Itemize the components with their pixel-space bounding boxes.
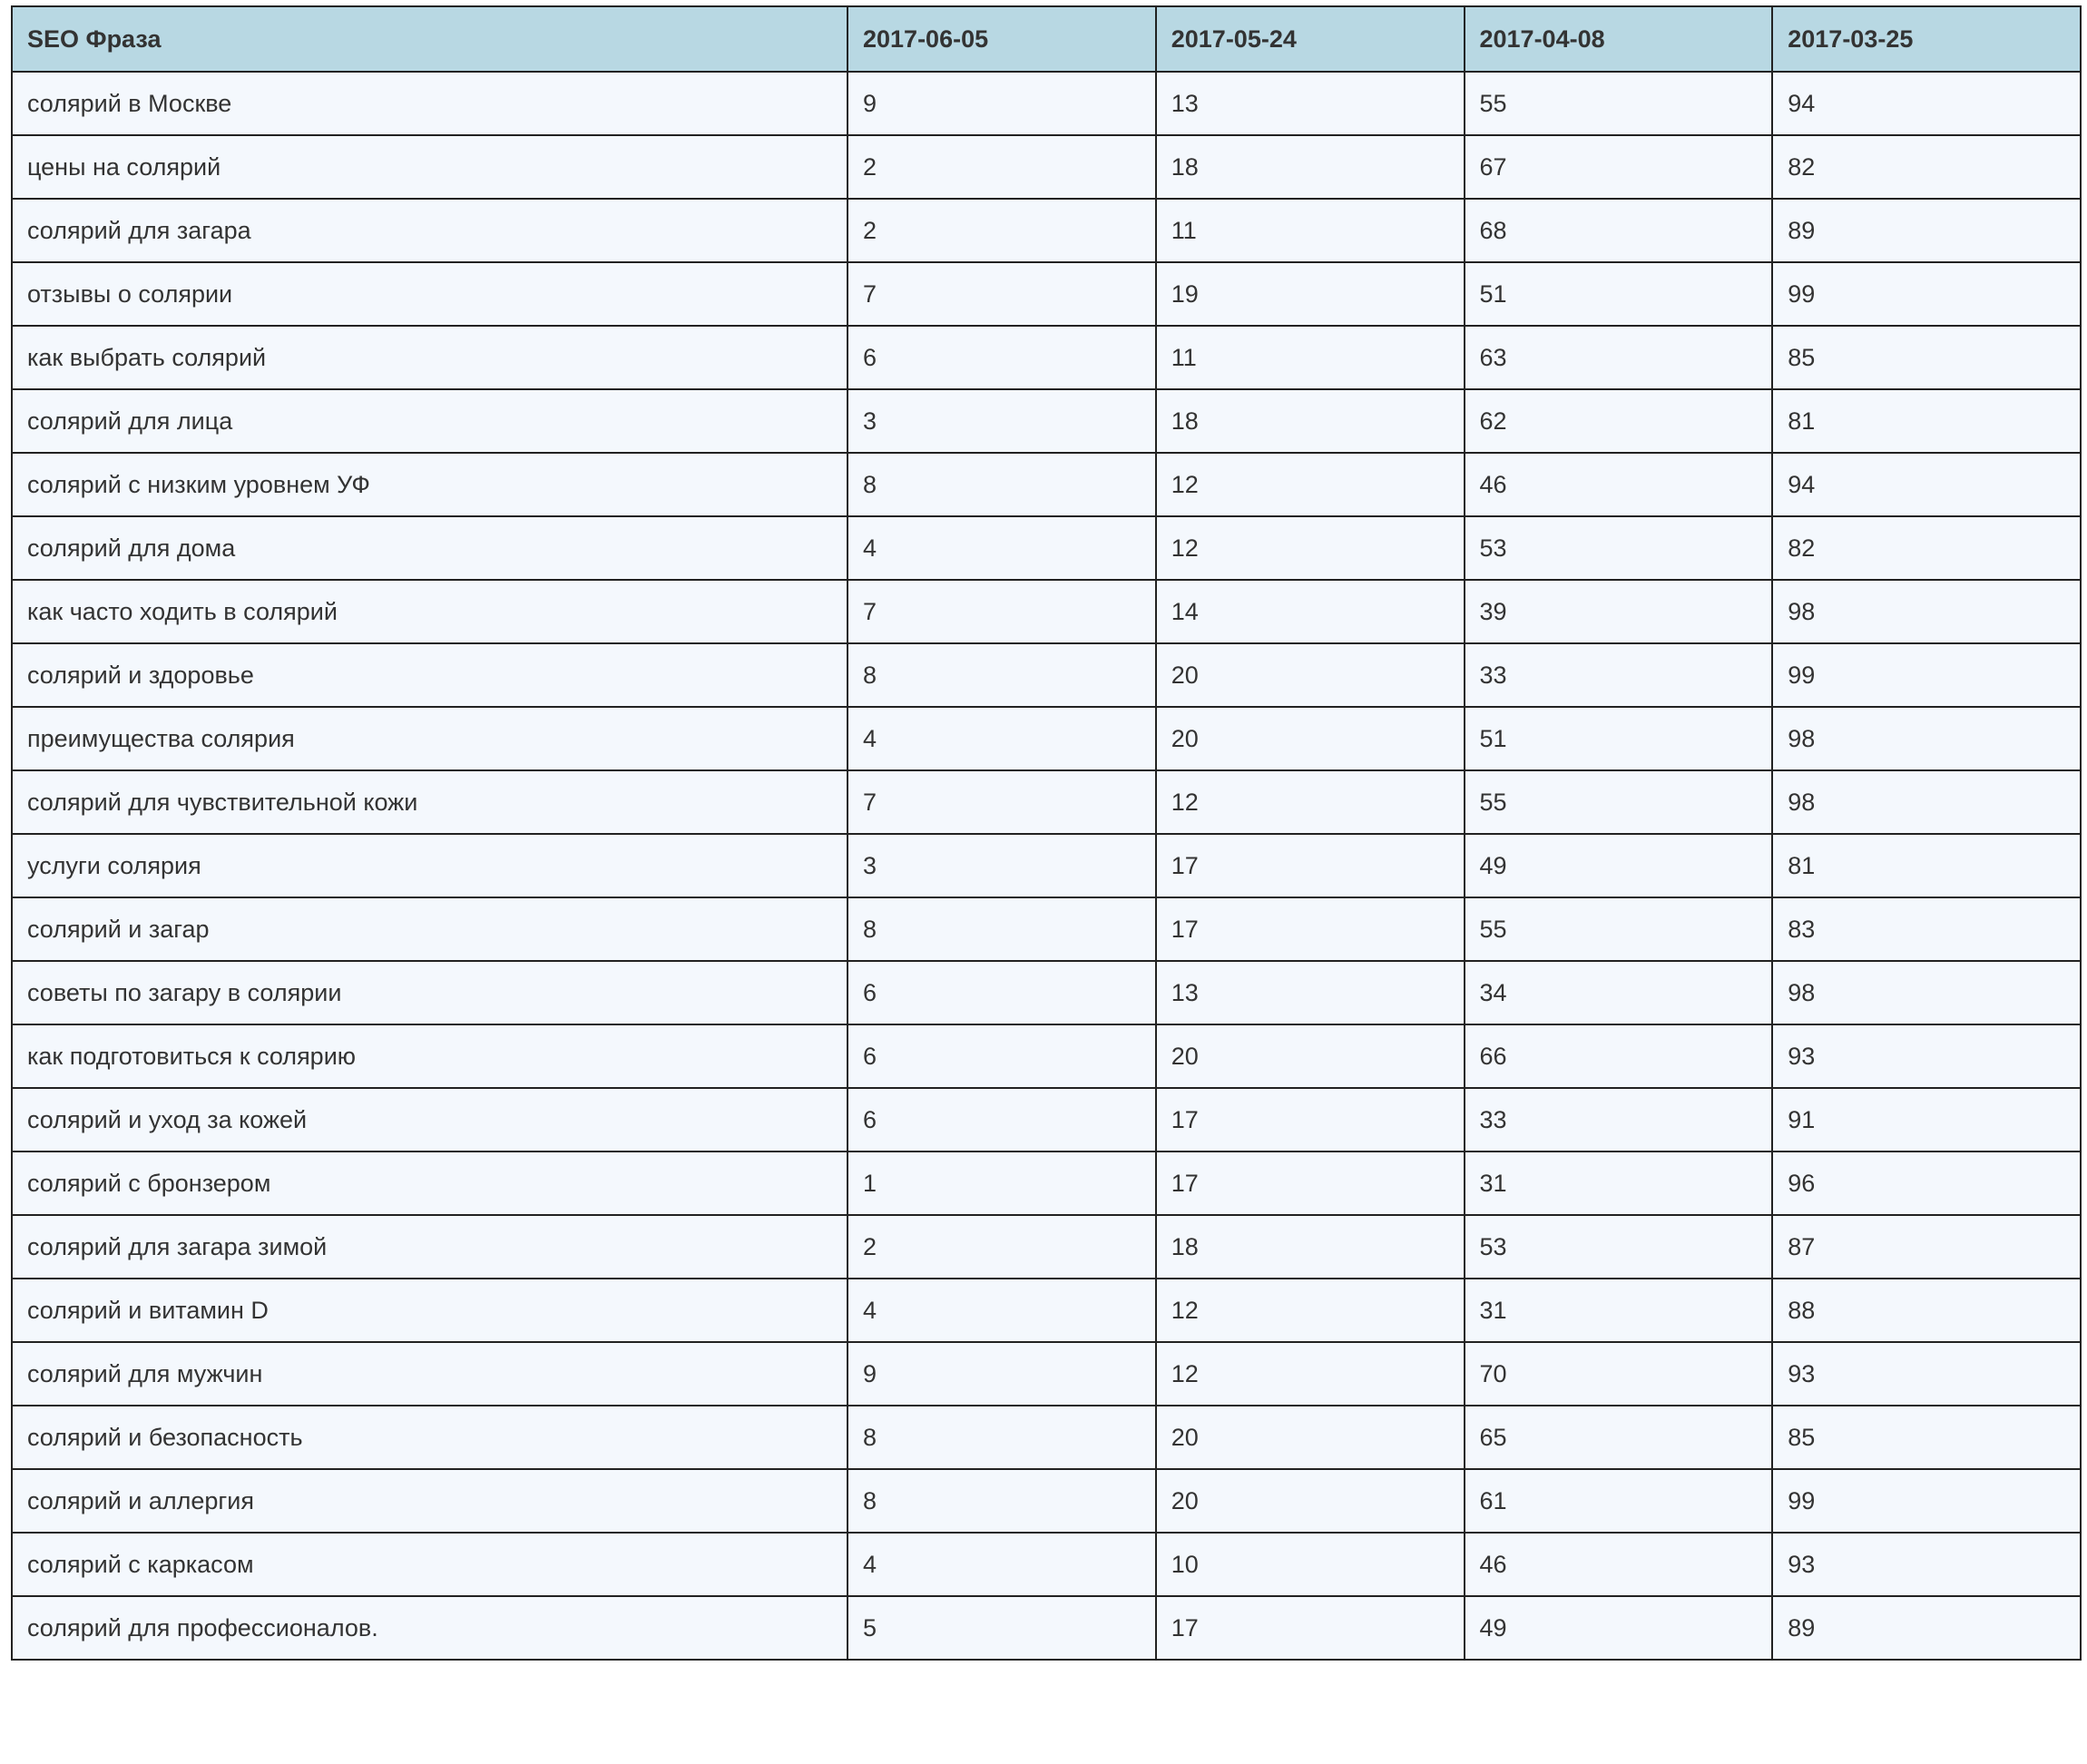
table-row xyxy=(12,961,2081,1024)
value-cell-date-1: 2 xyxy=(848,135,1156,199)
phrase-cell: солярий для лица xyxy=(12,389,848,453)
value-cell-date-1: 8 xyxy=(848,643,1156,707)
value-cell-date-4: 82 xyxy=(1772,516,2081,580)
value-cell-date-1: 4 xyxy=(848,1279,1156,1342)
column-header-date-1[interactable]: 2017-06-05 xyxy=(848,6,1156,72)
value-cell-date-4: 98 xyxy=(1772,580,2081,643)
phrase-cell: солярий с каркасом xyxy=(12,1533,848,1596)
value-cell-date-1: 1 xyxy=(848,1152,1156,1215)
value-cell-date-1: 8 xyxy=(848,453,1156,516)
value-cell-date-2: 17 xyxy=(1156,897,1465,961)
value-cell-date-4: 94 xyxy=(1772,72,2081,135)
value-cell-date-3: 49 xyxy=(1465,1596,1773,1660)
table-row xyxy=(12,834,2081,897)
table-row xyxy=(12,643,2081,707)
value-cell-date-4: 99 xyxy=(1772,1469,2081,1533)
value-cell-date-2: 13 xyxy=(1156,72,1465,135)
table-row xyxy=(12,1596,2081,1660)
value-cell-date-3: 68 xyxy=(1465,199,1773,262)
value-cell-date-4: 99 xyxy=(1772,262,2081,326)
column-header-phrase[interactable]: SEO Фраза xyxy=(12,6,848,72)
value-cell-date-3: 46 xyxy=(1465,1533,1773,1596)
value-cell-date-3: 61 xyxy=(1465,1469,1773,1533)
table-row xyxy=(12,453,2081,516)
value-cell-date-1: 5 xyxy=(848,1596,1156,1660)
table-row xyxy=(12,580,2081,643)
value-cell-date-4: 98 xyxy=(1772,961,2081,1024)
table-row xyxy=(12,326,2081,389)
value-cell-date-3: 65 xyxy=(1465,1406,1773,1469)
value-cell-date-2: 18 xyxy=(1156,135,1465,199)
table-row xyxy=(12,1024,2081,1088)
table-row xyxy=(12,1088,2081,1152)
value-cell-date-2: 17 xyxy=(1156,1152,1465,1215)
value-cell-date-3: 53 xyxy=(1465,516,1773,580)
value-cell-date-2: 12 xyxy=(1156,453,1465,516)
phrase-cell: солярий и уход за кожей xyxy=(12,1088,848,1152)
phrase-cell: как подготовиться к солярию xyxy=(12,1024,848,1088)
value-cell-date-3: 46 xyxy=(1465,453,1773,516)
table-row xyxy=(12,897,2081,961)
value-cell-date-2: 20 xyxy=(1156,643,1465,707)
value-cell-date-2: 20 xyxy=(1156,707,1465,770)
value-cell-date-3: 33 xyxy=(1465,1088,1773,1152)
value-cell-date-4: 87 xyxy=(1772,1215,2081,1279)
value-cell-date-2: 11 xyxy=(1156,326,1465,389)
value-cell-date-2: 19 xyxy=(1156,262,1465,326)
phrase-cell: солярий и здоровье xyxy=(12,643,848,707)
value-cell-date-1: 9 xyxy=(848,1342,1156,1406)
value-cell-date-2: 20 xyxy=(1156,1469,1465,1533)
value-cell-date-2: 20 xyxy=(1156,1406,1465,1469)
value-cell-date-2: 12 xyxy=(1156,1279,1465,1342)
phrase-cell: солярий и витамин D xyxy=(12,1279,848,1342)
table-row xyxy=(12,1469,2081,1533)
phrase-cell: цены на солярий xyxy=(12,135,848,199)
phrase-cell: как выбрать солярий xyxy=(12,326,848,389)
value-cell-date-2: 11 xyxy=(1156,199,1465,262)
value-cell-date-4: 91 xyxy=(1772,1088,2081,1152)
phrase-cell: услуги солярия xyxy=(12,834,848,897)
phrase-cell: солярий и безопасность xyxy=(12,1406,848,1469)
table-row xyxy=(12,135,2081,199)
table-row xyxy=(12,72,2081,135)
value-cell-date-1: 6 xyxy=(848,326,1156,389)
value-cell-date-2: 17 xyxy=(1156,1596,1465,1660)
value-cell-date-3: 51 xyxy=(1465,707,1773,770)
value-cell-date-4: 98 xyxy=(1772,707,2081,770)
phrase-cell: солярий для загара xyxy=(12,199,848,262)
seo-phrase-table xyxy=(11,5,2082,1661)
table-body xyxy=(12,72,2081,1660)
phrase-cell: как часто ходить в солярий xyxy=(12,580,848,643)
value-cell-date-2: 17 xyxy=(1156,1088,1465,1152)
value-cell-date-1: 7 xyxy=(848,580,1156,643)
value-cell-date-3: 39 xyxy=(1465,580,1773,643)
column-header-date-3[interactable]: 2017-04-08 xyxy=(1465,6,1773,72)
phrase-cell: солярий для чувствительной кожи xyxy=(12,770,848,834)
value-cell-date-4: 81 xyxy=(1772,389,2081,453)
value-cell-date-4: 89 xyxy=(1772,1596,2081,1660)
value-cell-date-3: 33 xyxy=(1465,643,1773,707)
value-cell-date-3: 67 xyxy=(1465,135,1773,199)
value-cell-date-2: 18 xyxy=(1156,389,1465,453)
phrase-cell: отзывы о солярии xyxy=(12,262,848,326)
table-row xyxy=(12,262,2081,326)
value-cell-date-4: 98 xyxy=(1772,770,2081,834)
value-cell-date-3: 63 xyxy=(1465,326,1773,389)
value-cell-date-3: 66 xyxy=(1465,1024,1773,1088)
phrase-cell: солярий для мужчин xyxy=(12,1342,848,1406)
value-cell-date-1: 3 xyxy=(848,389,1156,453)
phrase-cell: солярий для профессионалов. xyxy=(12,1596,848,1660)
table-row xyxy=(12,199,2081,262)
value-cell-date-1: 8 xyxy=(848,1406,1156,1469)
value-cell-date-4: 93 xyxy=(1772,1342,2081,1406)
table-row xyxy=(12,389,2081,453)
table-row xyxy=(12,1533,2081,1596)
value-cell-date-3: 31 xyxy=(1465,1152,1773,1215)
table-row xyxy=(12,770,2081,834)
value-cell-date-1: 6 xyxy=(848,1024,1156,1088)
value-cell-date-4: 83 xyxy=(1772,897,2081,961)
value-cell-date-4: 96 xyxy=(1772,1152,2081,1215)
phrase-cell: солярий и аллергия xyxy=(12,1469,848,1533)
value-cell-date-4: 82 xyxy=(1772,135,2081,199)
value-cell-date-2: 12 xyxy=(1156,516,1465,580)
value-cell-date-2: 12 xyxy=(1156,770,1465,834)
value-cell-date-3: 49 xyxy=(1465,834,1773,897)
value-cell-date-2: 10 xyxy=(1156,1533,1465,1596)
value-cell-date-3: 70 xyxy=(1465,1342,1773,1406)
table-row xyxy=(12,707,2081,770)
phrase-cell: солярий для загара зимой xyxy=(12,1215,848,1279)
value-cell-date-4: 85 xyxy=(1772,1406,2081,1469)
value-cell-date-2: 18 xyxy=(1156,1215,1465,1279)
value-cell-date-2: 20 xyxy=(1156,1024,1465,1088)
value-cell-date-4: 94 xyxy=(1772,453,2081,516)
value-cell-date-1: 6 xyxy=(848,1088,1156,1152)
value-cell-date-4: 85 xyxy=(1772,326,2081,389)
value-cell-date-1: 7 xyxy=(848,770,1156,834)
value-cell-date-3: 53 xyxy=(1465,1215,1773,1279)
value-cell-date-3: 55 xyxy=(1465,897,1773,961)
table-row xyxy=(12,516,2081,580)
column-header-date-2[interactable]: 2017-05-24 xyxy=(1156,6,1465,72)
value-cell-date-1: 6 xyxy=(848,961,1156,1024)
table-row xyxy=(12,1279,2081,1342)
value-cell-date-4: 88 xyxy=(1772,1279,2081,1342)
column-header-date-4[interactable]: 2017-03-25 xyxy=(1772,6,2081,72)
seo-table-container xyxy=(11,5,2080,1661)
value-cell-date-1: 7 xyxy=(848,262,1156,326)
value-cell-date-3: 51 xyxy=(1465,262,1773,326)
value-cell-date-1: 8 xyxy=(848,1469,1156,1533)
value-cell-date-4: 93 xyxy=(1772,1533,2081,1596)
value-cell-date-2: 12 xyxy=(1156,1342,1465,1406)
value-cell-date-4: 81 xyxy=(1772,834,2081,897)
table-row xyxy=(12,1342,2081,1406)
phrase-cell: преимущества солярия xyxy=(12,707,848,770)
value-cell-date-1: 2 xyxy=(848,199,1156,262)
value-cell-date-3: 55 xyxy=(1465,72,1773,135)
phrase-cell: солярий и загар xyxy=(12,897,848,961)
phrase-cell: солярий с бронзером xyxy=(12,1152,848,1215)
table-row xyxy=(12,1406,2081,1469)
value-cell-date-2: 17 xyxy=(1156,834,1465,897)
value-cell-date-1: 9 xyxy=(848,72,1156,135)
value-cell-date-3: 62 xyxy=(1465,389,1773,453)
table-row xyxy=(12,1215,2081,1279)
phrase-cell: солярий с низким уровнем УФ xyxy=(12,453,848,516)
table-row xyxy=(12,1152,2081,1215)
value-cell-date-3: 55 xyxy=(1465,770,1773,834)
value-cell-date-1: 4 xyxy=(848,516,1156,580)
phrase-cell: советы по загару в солярии xyxy=(12,961,848,1024)
value-cell-date-2: 13 xyxy=(1156,961,1465,1024)
phrase-cell: солярий для дома xyxy=(12,516,848,580)
value-cell-date-4: 99 xyxy=(1772,643,2081,707)
value-cell-date-3: 34 xyxy=(1465,961,1773,1024)
value-cell-date-1: 4 xyxy=(848,707,1156,770)
table-header-row xyxy=(12,6,2081,72)
value-cell-date-4: 93 xyxy=(1772,1024,2081,1088)
value-cell-date-1: 3 xyxy=(848,834,1156,897)
value-cell-date-1: 4 xyxy=(848,1533,1156,1596)
value-cell-date-4: 89 xyxy=(1772,199,2081,262)
value-cell-date-3: 31 xyxy=(1465,1279,1773,1342)
value-cell-date-2: 14 xyxy=(1156,580,1465,643)
value-cell-date-1: 2 xyxy=(848,1215,1156,1279)
phrase-cell: солярий в Москве xyxy=(12,72,848,135)
value-cell-date-1: 8 xyxy=(848,897,1156,961)
